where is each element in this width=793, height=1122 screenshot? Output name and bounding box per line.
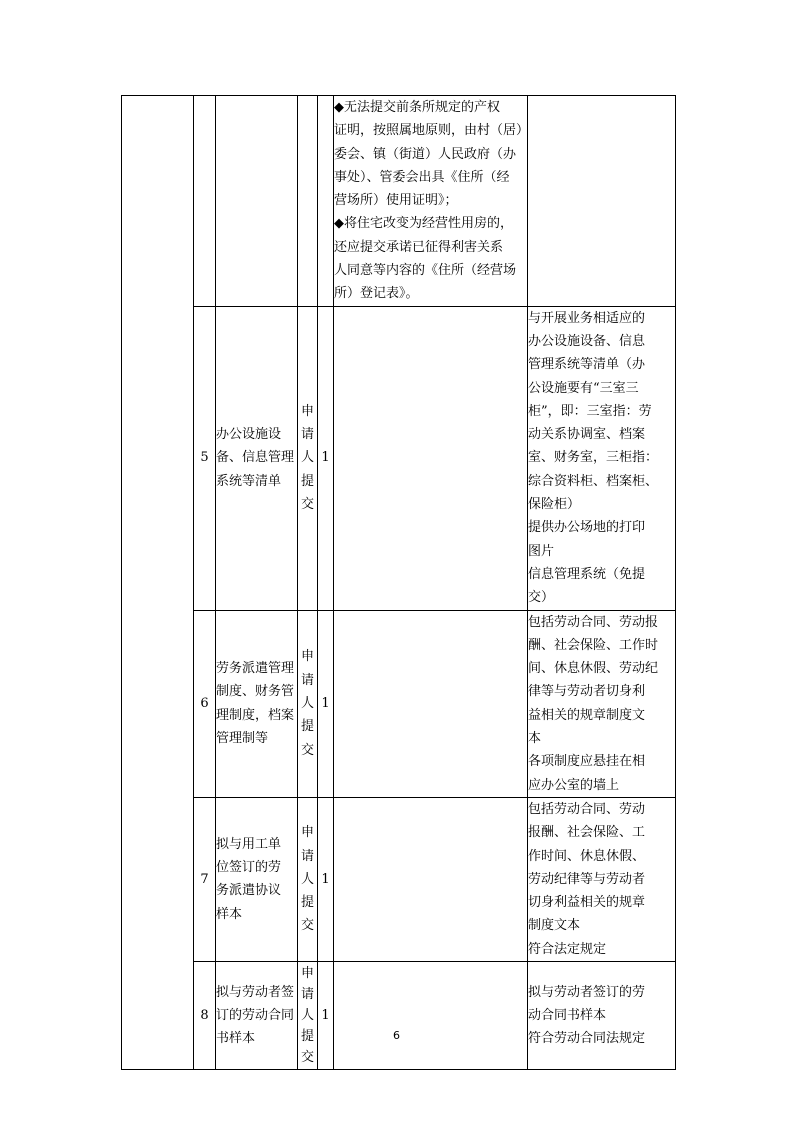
requirements-cell <box>334 797 528 961</box>
notes-cell: 拟与劳动者签订的劳 动合同书样本 符合劳动合同法规定 <box>528 961 676 1069</box>
material-name-cell: 拟与用工单 位签订的劳 务派遣协议 样本 <box>216 797 298 961</box>
seq-cell: 5 <box>194 306 216 610</box>
page-number: 6 <box>393 1029 400 1042</box>
count-cell: 1 <box>318 961 334 1069</box>
notes-cell <box>528 96 676 307</box>
material-name-cell: 劳务派遣管理 制度、财务管 理制度，档案 管理制等 <box>216 610 298 797</box>
material-name-cell: 办公设施设 备、信息管理 系统等清单 <box>216 306 298 610</box>
table-row-7 <box>122 797 676 961</box>
source-cell: 申 请 人 提 交 <box>298 797 318 961</box>
count-cell: 1 <box>318 306 334 610</box>
requirements-cell <box>334 96 528 307</box>
source-cell <box>298 96 318 307</box>
requirement-line: 委会、镇（街道）人民政府（办 <box>334 146 517 162</box>
requirement-line: 证明，按照属地原则，由村（居） <box>334 123 530 139</box>
requirement-line: 事处）、管委会出具《住所（经 <box>334 169 510 185</box>
category-cell <box>122 96 194 1070</box>
requirements-cell <box>334 610 528 797</box>
count-cell: 1 <box>318 610 334 797</box>
table-row-8 <box>122 961 676 1069</box>
requirement-line: 所）登记表》。 <box>334 286 419 302</box>
notes-cell: 与开展业务相适应的 办公设施设备、信息 管理系统等清单（办 公设施要有“三室三 柜”，即：三室指：劳 动关系协调室、档案 室、财务室，三柜指： 综合资料柜、档案柜、 保险柜） 提供办公场地的打印 图片 信息管理系统（免提 交） <box>528 306 676 610</box>
requirement-line: 还应提交承诺已征得利害关系 <box>334 239 504 255</box>
table-row-5 <box>122 306 676 610</box>
seq-cell <box>194 96 216 307</box>
table-row-6 <box>122 610 676 797</box>
notes-cell: 包括劳动合同、劳动报 酬、社会保险、工作时 间、休息休假、劳动纪 律等与劳动者切身利 益相关的规章制度文 本 各项制度应悬挂在相 应办公室的墙上 <box>528 610 676 797</box>
source-cell: 申 请 人 提 交 <box>298 961 318 1069</box>
requirements-cell <box>334 306 528 610</box>
seq-cell: 8 <box>194 961 216 1069</box>
count-cell <box>318 96 334 307</box>
requirement-line: ◆无法提交前条所规定的产权 <box>334 100 500 115</box>
seq-cell: 7 <box>194 797 216 961</box>
material-name-cell <box>216 96 298 307</box>
source-cell: 申 请 人 提 交 <box>298 306 318 610</box>
seq-cell: 6 <box>194 610 216 797</box>
source-cell: 申 请 人 提 交 <box>298 610 318 797</box>
count-cell: 1 <box>318 797 334 961</box>
requirements-cell <box>334 961 528 1069</box>
table-row-continued <box>122 96 676 307</box>
notes-cell: 包括劳动合同、劳动 报酬、社会保险、工 作时间、休息休假、 劳动纪律等与劳动者 切身利益相关的规章 制度文本 符合法定规定 <box>528 797 676 961</box>
requirement-line: 营场所）使用证明》； <box>334 193 458 209</box>
material-name-cell: 拟与劳动者签 订的劳动合同 书样本 <box>216 961 298 1069</box>
requirement-line: 人同意等内容的《住所（经营场 <box>334 263 517 279</box>
requirement-line: ◆将住宅改变为经营性用房的， <box>334 216 513 232</box>
materials-table <box>121 95 676 1070</box>
